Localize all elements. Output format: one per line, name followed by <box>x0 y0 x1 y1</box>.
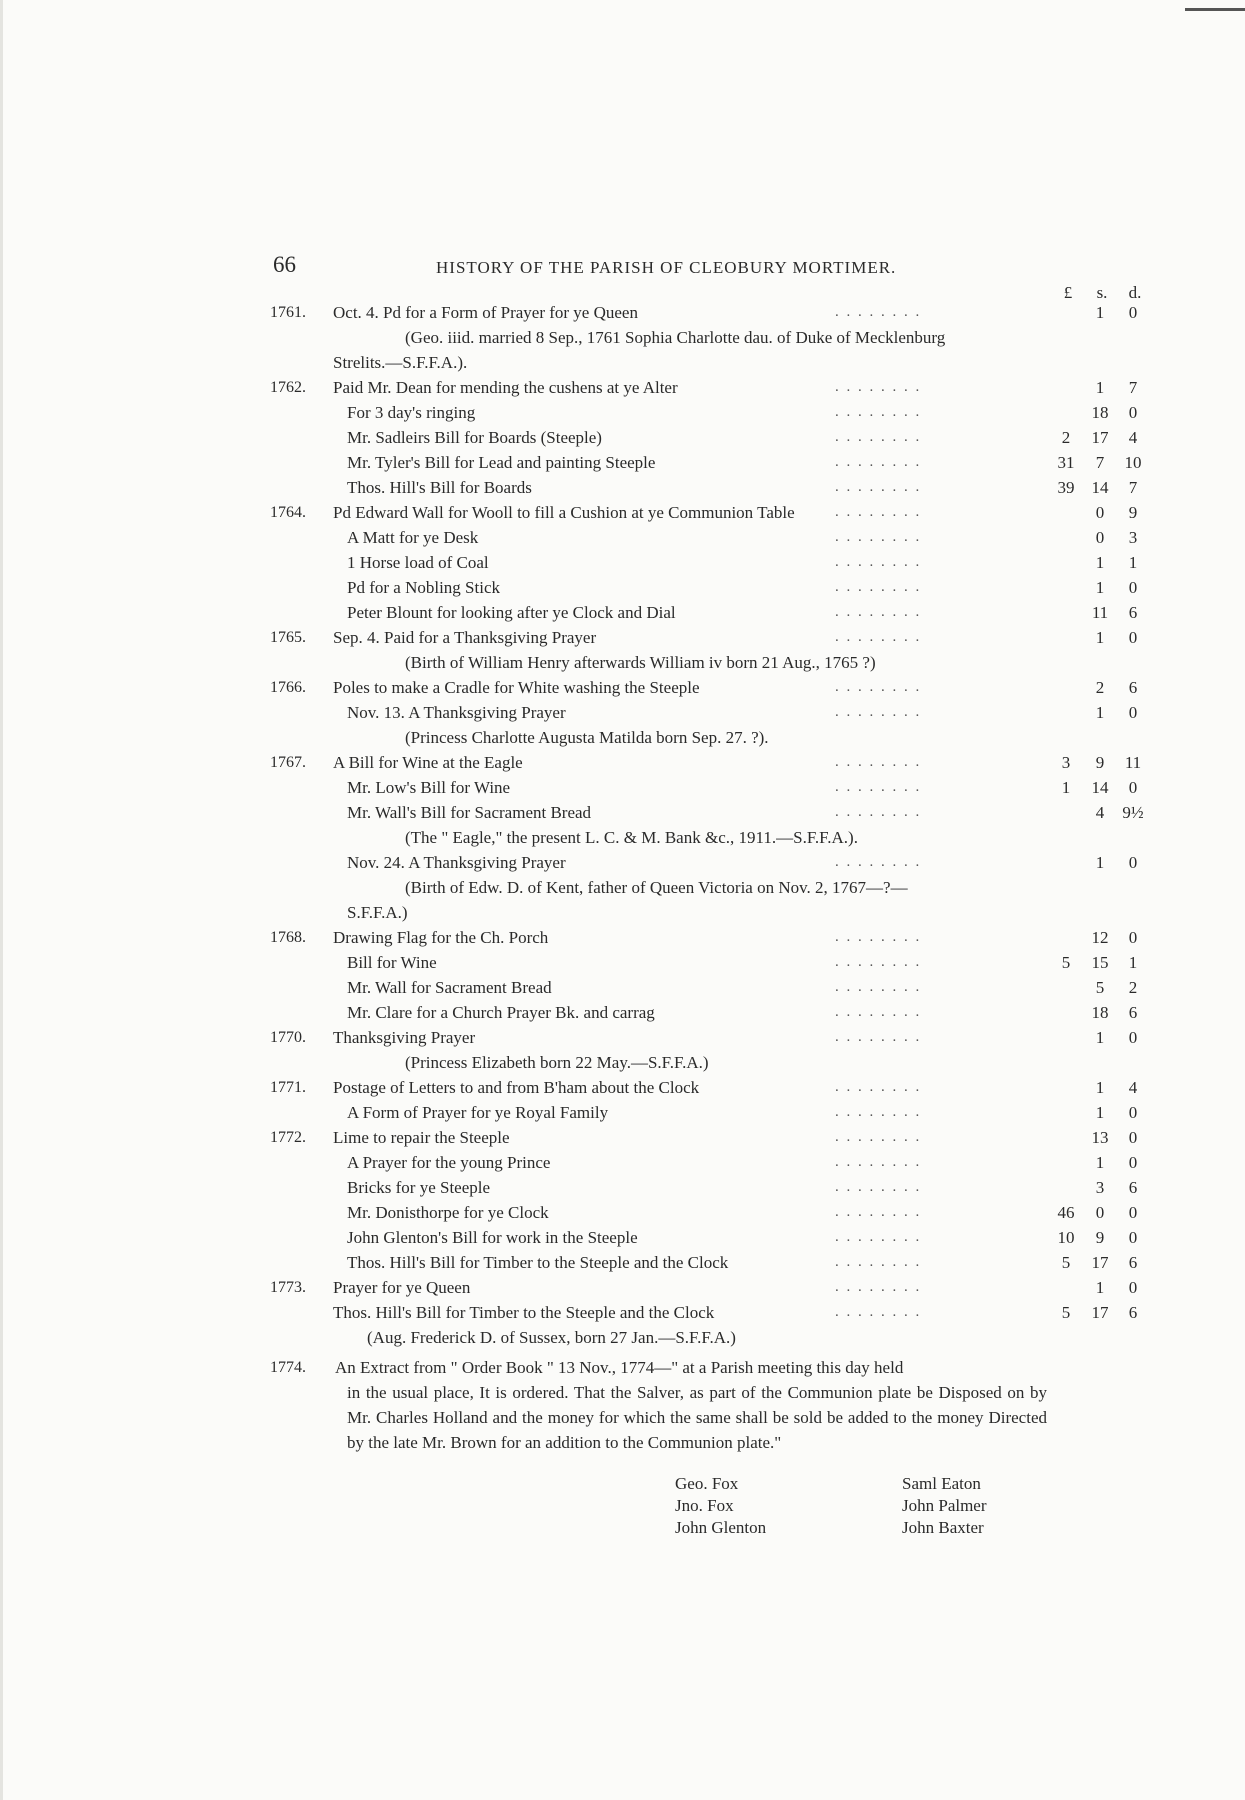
amount-pounds: 10 <box>1057 1228 1075 1247</box>
entry-description: Oct. 4. Pd for a Form of Prayer for ye Queen <box>333 303 638 322</box>
amount-pence: 6 <box>1128 1253 1138 1272</box>
ledger-row <box>0 1275 1245 1300</box>
dot-leader: . . . . . . . . <box>835 454 922 470</box>
entry-description: A Prayer for the young Prince <box>347 1153 551 1172</box>
amount-pence: 0 <box>1128 928 1138 947</box>
ledger-row <box>0 475 1245 500</box>
ledger-row <box>0 350 1245 375</box>
entry-description: (Birth of Edw. D. of Kent, father of Queen Victoria on Nov. 2, 1767—?— <box>405 878 908 897</box>
entry-description: For 3 day's ringing <box>347 403 476 422</box>
amount-shillings: 13 <box>1091 1128 1109 1147</box>
dot-leader: . . . . . . . . <box>835 804 922 820</box>
ledger-row <box>0 875 1245 900</box>
dot-leader: . . . . . . . . <box>835 529 922 545</box>
amount-pence: 6 <box>1128 1178 1138 1197</box>
signatory-name: John Palmer <box>902 1496 987 1515</box>
amount-pence: 3 <box>1128 528 1138 547</box>
dot-leader: . . . . . . . . <box>835 1029 922 1045</box>
entry-description: A Matt for ye Desk <box>347 528 479 547</box>
entry-description: Lime to repair the Steeple <box>333 1128 510 1147</box>
entry-description: Mr. Wall's Bill for Sacrament Bread <box>347 803 592 822</box>
dot-leader: . . . . . . . . <box>835 1079 922 1095</box>
amount-shillings: 1 <box>1095 1103 1105 1122</box>
extract-body: in the usual place, It is ordered. That the Salver, as part of the Communion plate be Disposed on by Mr. Charles Holland and the money for which the same shall be sold be added to the money Directed by the late Mr. Brown for an addition to the Communion plate." <box>347 1383 1047 1452</box>
amount-shillings: 1 <box>1095 1153 1105 1172</box>
dot-leader: . . . . . . . . <box>835 604 922 620</box>
entry-description: Mr. Sadleirs Bill for Boards (Steeple) <box>347 428 602 447</box>
column-header-shillings: s. <box>1096 283 1108 302</box>
dot-leader: . . . . . . . . <box>835 1254 922 1270</box>
amount-pence: 6 <box>1128 678 1138 697</box>
signatory-name: Geo. Fox <box>675 1474 739 1493</box>
ledger-row <box>0 1325 1245 1350</box>
signatory-name: John Glenton <box>675 1518 767 1537</box>
ledger-row <box>0 400 1245 425</box>
ledger-row <box>0 375 1245 400</box>
amount-shillings: 1 <box>1095 853 1105 872</box>
ledger-row <box>0 775 1245 800</box>
ledger-row <box>0 1300 1245 1325</box>
dot-leader: . . . . . . . . <box>835 554 922 570</box>
amount-shillings: 17 <box>1091 1253 1109 1272</box>
amount-pence: 0 <box>1128 1028 1138 1047</box>
amount-pence: 0 <box>1128 703 1138 722</box>
amount-shillings: 1 <box>1095 578 1105 597</box>
amount-pence: 7 <box>1128 378 1138 397</box>
amount-shillings: 1 <box>1095 1028 1105 1047</box>
ledger-row <box>0 725 1245 750</box>
entry-year: 1772. <box>270 1129 306 1146</box>
amount-pence: 0 <box>1128 1203 1138 1222</box>
amount-shillings: 14 <box>1091 778 1109 797</box>
entry-year: 1768. <box>270 929 306 946</box>
signatories-left <box>675 1473 766 1539</box>
amount-shillings: 18 <box>1091 1003 1109 1022</box>
amount-shillings: 5 <box>1095 978 1105 997</box>
entry-description: Bricks for ye Steeple <box>347 1178 491 1197</box>
entry-year: 1770. <box>270 1029 306 1046</box>
entry-description: Thos. Hill's Bill for Timber to the Steeple and the Clock <box>347 1253 729 1272</box>
entry-description: Nov. 24. A Thanksgiving Prayer <box>347 853 566 872</box>
dot-leader: . . . . . . . . <box>835 779 922 795</box>
amount-pence: 10 <box>1124 453 1142 472</box>
ledger-row <box>0 1175 1245 1200</box>
dot-leader: . . . . . . . . <box>835 1104 922 1120</box>
ledger-row <box>0 1200 1245 1225</box>
entry-description: John Glenton's Bill for work in the Steeple <box>347 1228 638 1247</box>
signatory-name: Saml Eaton <box>902 1474 981 1493</box>
amount-shillings: 0 <box>1095 528 1105 547</box>
dot-leader: . . . . . . . . <box>835 1279 922 1295</box>
amount-pence: 0 <box>1128 578 1138 597</box>
entry-year: 1762. <box>270 379 306 396</box>
signatory-name: John Baxter <box>902 1518 984 1537</box>
entry-description: Mr. Wall for Sacrament Bread <box>347 978 552 997</box>
entry-description: 1 Horse load of Coal <box>347 553 489 572</box>
amount-pence: 2 <box>1128 978 1138 997</box>
entry-description: Pd Edward Wall for Wooll to fill a Cushion at ye Communion Table <box>333 503 795 522</box>
amount-pounds: 5 <box>1061 1253 1071 1272</box>
ledger-row <box>0 625 1245 650</box>
entry-description: (Princess Charlotte Augusta Matilda born Sep. 27. ?). <box>405 728 769 747</box>
ledger-row <box>0 900 1245 925</box>
entry-year: 1771. <box>270 1079 306 1096</box>
entry-year: 1764. <box>270 504 306 521</box>
entry-description: Thanksgiving Prayer <box>333 1028 476 1047</box>
dot-leader: . . . . . . . . <box>835 629 922 645</box>
entry-description: Paid Mr. Dean for mending the cushens at ye Alter <box>333 378 678 397</box>
signatories-right <box>902 1473 987 1539</box>
amount-shillings: 1 <box>1095 303 1105 322</box>
dot-leader: . . . . . . . . <box>835 754 922 770</box>
dot-leader: . . . . . . . . <box>835 954 922 970</box>
amount-shillings: 17 <box>1091 428 1109 447</box>
entry-description: Poles to make a Cradle for White washing the Steeple <box>333 678 700 697</box>
entry-description: Strelits.—S.F.F.A.). <box>333 353 468 372</box>
ledger-row <box>0 550 1245 575</box>
entry-description: (The " Eagle," the present L. C. & M. Bank &c., 1911.—S.F.F.A.). <box>405 828 858 847</box>
ledger-row <box>0 825 1245 850</box>
entry-description: (Geo. iiid. married 8 Sep., 1761 Sophia Charlotte dau. of Duke of Mecklenburg <box>405 328 946 347</box>
ledger-row <box>0 500 1245 525</box>
extract-first-line: An Extract from " Order Book " 13 Nov., 1774—" at a Parish meeting this day held <box>335 1358 904 1377</box>
ledger-row <box>0 700 1245 725</box>
ledger-row <box>0 1000 1245 1025</box>
amount-shillings: 3 <box>1095 1178 1105 1197</box>
amount-pence: 0 <box>1128 1128 1138 1147</box>
amount-shillings: 9 <box>1095 753 1105 772</box>
amount-pence: 0 <box>1128 853 1138 872</box>
amount-pence: 0 <box>1128 1278 1138 1297</box>
ledger-row <box>0 975 1245 1000</box>
entry-description: Sep. 4. Paid for a Thanksgiving Prayer <box>333 628 597 647</box>
amount-shillings: 1 <box>1095 553 1105 572</box>
ledger-row <box>0 600 1245 625</box>
dot-leader: . . . . . . . . <box>835 1154 922 1170</box>
ledger-row <box>0 450 1245 475</box>
ledger-row <box>0 525 1245 550</box>
entry-year: 1767. <box>270 754 306 771</box>
amount-pence: 9½ <box>1122 803 1144 822</box>
amount-shillings: 17 <box>1091 1303 1109 1322</box>
amount-pounds: 1 <box>1061 778 1071 797</box>
amount-pounds: 5 <box>1061 953 1071 972</box>
amount-pounds: 39 <box>1057 478 1075 497</box>
entry-description: (Aug. Frederick D. of Sussex, born 27 Jan.—S.F.F.A.) <box>367 1328 736 1347</box>
running-title: HISTORY OF THE PARISH OF CLEOBURY MORTIMER. <box>436 258 897 277</box>
amount-shillings: 1 <box>1095 378 1105 397</box>
ledger-row <box>0 325 1245 350</box>
ledger-row <box>0 1125 1245 1150</box>
entry-description: Pd for a Nobling Stick <box>347 578 500 597</box>
amount-shillings: 4 <box>1095 803 1105 822</box>
amount-shillings: 2 <box>1095 678 1105 697</box>
ledger-row <box>0 850 1245 875</box>
ledger-row <box>0 1225 1245 1250</box>
entry-year: 1773. <box>270 1279 306 1296</box>
ledger-row <box>0 425 1245 450</box>
amount-pence: 4 <box>1128 1078 1138 1097</box>
entry-description: A Bill for Wine at the Eagle <box>333 753 523 772</box>
ledger-row <box>0 950 1245 975</box>
ledger-row <box>0 750 1245 775</box>
dot-leader: . . . . . . . . <box>835 1204 922 1220</box>
page-number: 66 <box>273 252 296 277</box>
amount-pence: 6 <box>1128 1003 1138 1022</box>
amount-pence: 0 <box>1128 628 1138 647</box>
column-header-pence: d. <box>1128 283 1142 302</box>
dot-leader: . . . . . . . . <box>835 504 922 520</box>
amount-pence: 0 <box>1128 1103 1138 1122</box>
account-entries <box>0 300 1245 1350</box>
entry-description: Mr. Low's Bill for Wine <box>347 778 511 797</box>
amount-shillings: 1 <box>1095 628 1105 647</box>
amount-shillings: 0 <box>1095 1203 1105 1222</box>
dot-leader: . . . . . . . . <box>835 379 922 395</box>
amount-pounds: 46 <box>1057 1203 1075 1222</box>
entry-description: Bill for Wine <box>347 953 437 972</box>
entry-description: (Birth of William Henry afterwards William iv born 21 Aug., 1765 ?) <box>405 653 876 672</box>
ledger-row <box>0 300 1245 325</box>
dot-leader: . . . . . . . . <box>835 679 922 695</box>
amount-shillings: 1 <box>1095 1078 1105 1097</box>
dot-leader: . . . . . . . . <box>835 1304 922 1320</box>
entry-description: A Form of Prayer for ye Royal Family <box>347 1103 609 1122</box>
dot-leader: . . . . . . . . <box>835 479 922 495</box>
amount-shillings: 18 <box>1091 403 1109 422</box>
dot-leader: . . . . . . . . <box>835 1129 922 1145</box>
amount-pence: 0 <box>1128 1153 1138 1172</box>
ledger-row <box>0 575 1245 600</box>
amount-pence: 4 <box>1128 428 1138 447</box>
ledger-row <box>0 650 1245 675</box>
dot-leader: . . . . . . . . <box>835 854 922 870</box>
ledger-row <box>0 1100 1245 1125</box>
amount-pence: 6 <box>1128 1303 1138 1322</box>
dot-leader: . . . . . . . . <box>835 979 922 995</box>
column-header-pounds: £ <box>1063 283 1073 302</box>
entry-description: Mr. Clare for a Church Prayer Bk. and carrag <box>347 1003 655 1022</box>
scan-edge-mark <box>1185 8 1245 11</box>
dot-leader: . . . . . . . . <box>835 304 922 320</box>
entry-description: Nov. 13. A Thanksgiving Prayer <box>347 703 566 722</box>
entry-description: S.F.F.A.) <box>347 903 408 922</box>
signatory-name: Jno. Fox <box>675 1496 734 1515</box>
amount-shillings: 15 <box>1091 953 1109 972</box>
dot-leader: . . . . . . . . <box>835 1004 922 1020</box>
entry-description: Thos. Hill's Bill for Boards <box>347 478 532 497</box>
entry-year: 1766. <box>270 679 306 696</box>
dot-leader: . . . . . . . . <box>835 1229 922 1245</box>
entry-year: 1761. <box>270 304 306 321</box>
amount-pence: 0 <box>1128 303 1138 322</box>
amount-pounds: 31 <box>1057 453 1075 472</box>
amount-pence: 11 <box>1124 753 1142 772</box>
amount-pence: 9 <box>1128 503 1138 522</box>
entry-description: Mr. Tyler's Bill for Lead and painting Steeple <box>347 453 656 472</box>
amount-pence: 7 <box>1128 478 1138 497</box>
entry-description: Drawing Flag for the Ch. Porch <box>333 928 549 947</box>
dot-leader: . . . . . . . . <box>835 429 922 445</box>
amount-pence: 0 <box>1128 1228 1138 1247</box>
dot-leader: . . . . . . . . <box>835 404 922 420</box>
amount-shillings: 0 <box>1095 503 1105 522</box>
amount-pounds: 2 <box>1061 428 1071 447</box>
amount-shillings: 14 <box>1091 478 1109 497</box>
amount-shillings: 7 <box>1095 453 1105 472</box>
amount-pounds: 3 <box>1061 753 1071 772</box>
amount-pence: 1 <box>1128 553 1138 572</box>
amount-shillings: 1 <box>1095 1278 1105 1297</box>
dot-leader: . . . . . . . . <box>835 929 922 945</box>
entry-description: Peter Blount for looking after ye Clock and Dial <box>347 603 676 622</box>
ledger-row <box>0 800 1245 825</box>
ledger-row <box>0 1050 1245 1075</box>
ledger-row <box>0 675 1245 700</box>
amount-pence: 0 <box>1128 778 1138 797</box>
ledger-row <box>0 1150 1245 1175</box>
ledger-row <box>0 925 1245 950</box>
entry-description: Thos. Hill's Bill for Timber to the Steeple and the Clock <box>333 1303 715 1322</box>
entry-year: 1765. <box>270 629 306 646</box>
ledger-row <box>0 1250 1245 1275</box>
amount-shillings: 9 <box>1095 1228 1105 1247</box>
entry-description: Prayer for ye Queen <box>333 1278 471 1297</box>
entry-description: Mr. Donisthorpe for ye Clock <box>347 1203 549 1222</box>
amount-pounds: 5 <box>1061 1303 1071 1322</box>
ledger-row <box>0 1075 1245 1100</box>
amount-pence: 1 <box>1128 953 1138 972</box>
extract-year: 1774. <box>270 1359 306 1376</box>
ledger-row <box>0 1025 1245 1050</box>
amount-pence: 6 <box>1128 603 1138 622</box>
amount-pence: 0 <box>1128 403 1138 422</box>
entry-description: Postage of Letters to and from B'ham about the Clock <box>333 1078 700 1097</box>
amount-shillings: 12 <box>1091 928 1109 947</box>
dot-leader: . . . . . . . . <box>835 704 922 720</box>
dot-leader: . . . . . . . . <box>835 579 922 595</box>
amount-shillings: 11 <box>1091 603 1109 622</box>
amount-shillings: 1 <box>1095 703 1105 722</box>
entry-description: (Princess Elizabeth born 22 May.—S.F.F.A.) <box>405 1053 709 1072</box>
order-book-extract <box>270 1355 1047 1455</box>
dot-leader: . . . . . . . . <box>835 1179 922 1195</box>
